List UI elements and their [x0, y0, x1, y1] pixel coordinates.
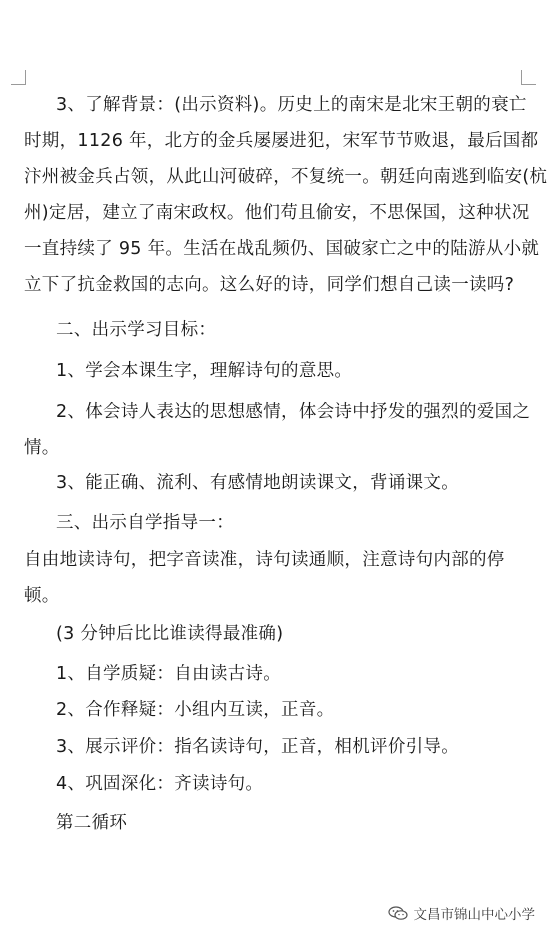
watermark [388, 903, 536, 923]
step-item [56, 729, 459, 765]
text-line: 4、巩固深化：齐读诗句。 [56, 774, 264, 794]
text-line: 3、展示评价：指名读诗句，正音，相机评价引导。 [56, 737, 460, 757]
page-corner-mark-top-right [521, 70, 536, 85]
wechat-icon [388, 906, 408, 920]
text-line: (3 分钟后比比谁读得最准确) [56, 624, 284, 644]
text-line: 第二循环 [56, 813, 128, 833]
goal-item [24, 394, 530, 466]
goal-item [56, 353, 352, 389]
guide-instruction [24, 542, 505, 614]
step-item [56, 656, 281, 692]
step-item [56, 692, 334, 728]
heading-second-cycle [56, 805, 127, 841]
text-line: 3、了解背景：(出示资料)。历史上的南宋是北宋王朝的衰亡 [56, 95, 527, 115]
text-line: 1、学会本课生字，理解诗句的意思。 [56, 361, 353, 381]
text-line: 汴州被金兵占领，从此山河破碎，不复统一。朝廷向南逃到临安(杭 [24, 167, 547, 187]
text-line: 2、合作释疑：小组内互读，正音。 [56, 700, 335, 720]
text-line: 顿。 [24, 586, 60, 606]
text-line: 州)定居，建立了南宋政权。他们苟且偷安，不思保国，这种状况 [24, 203, 530, 223]
text-line: 3、能正确、流利、有感情地朗读课文，背诵课文。 [56, 473, 460, 493]
watermark-text: 文昌市锦山中心小学 [413, 907, 535, 923]
text-line: 时期，1126 年，北方的金兵屡屡进犯，宋军节节败退，最后国都 [24, 131, 539, 151]
step-item [56, 766, 263, 802]
heading-learning-goals [56, 312, 216, 348]
text-line: 立下了抗金救国的志向。这么好的诗，同学们想自己读一读吗? [24, 275, 515, 295]
guide-note [56, 616, 283, 652]
paragraph-background [24, 87, 547, 303]
text-line: 自由地读诗句，把字音读准，诗句读通顺，注意诗句内部的停 [24, 550, 505, 570]
text-line: 情。 [24, 438, 60, 458]
text-line: 2、体会诗人表达的思想感情，体会诗中抒发的强烈的爱国之 [56, 402, 531, 422]
goal-item [56, 465, 459, 501]
text-line: 三、出示自学指导一： [56, 513, 234, 533]
page-corner-mark-top-left [11, 70, 26, 85]
text-line: 一直持续了 95 年。生活在战乱频仍、国破家亡之中的陆游从小就 [24, 239, 540, 259]
text-line: 1、自学质疑：自由读古诗。 [56, 664, 282, 684]
text-line: 二、出示学习目标： [56, 320, 217, 340]
heading-self-study-guide [56, 505, 234, 541]
